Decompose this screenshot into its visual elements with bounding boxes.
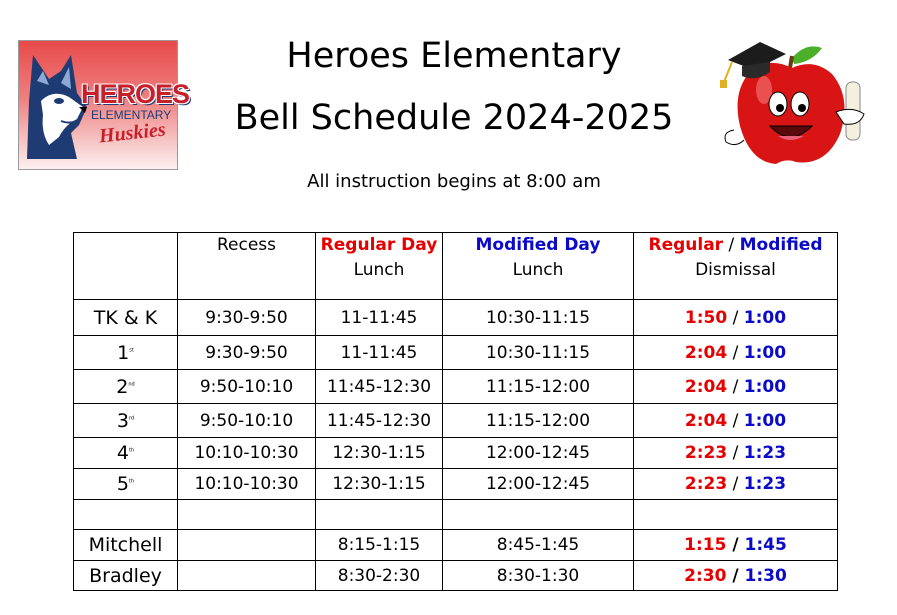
dismissal-cell bbox=[634, 438, 838, 469]
regular-lunch-cell: 11-11:45 bbox=[316, 336, 443, 370]
modified-lunch-cell bbox=[443, 500, 634, 530]
dismissal-regular-time: 1:50 bbox=[684, 307, 728, 328]
table-row bbox=[74, 530, 838, 561]
regular-lunch-cell: 8:15-1:15 bbox=[316, 530, 443, 561]
grade-ordinal: th bbox=[128, 478, 135, 485]
regular-lunch-cell: 11:45-12:30 bbox=[316, 370, 443, 404]
modified-lunch-cell: 8:45-1:45 bbox=[443, 530, 634, 561]
header-dismissal-modified: Modified bbox=[739, 235, 823, 255]
modified-lunch-cell: 11:15-12:00 bbox=[443, 404, 634, 438]
dismissal-modified-time: 1:23 bbox=[743, 474, 787, 494]
header-grade bbox=[74, 233, 178, 300]
logo-huskies-text: Huskies bbox=[97, 118, 167, 148]
grade-ordinal: st bbox=[129, 347, 134, 354]
header-regular-lunch bbox=[316, 233, 443, 300]
dismissal-cell bbox=[634, 469, 838, 500]
modified-lunch-cell: 11:15-12:00 bbox=[443, 370, 634, 404]
dismissal-regular-time: 2:04 bbox=[684, 410, 728, 431]
regular-lunch-cell: 11:45-12:30 bbox=[316, 404, 443, 438]
logo-heroes-text: HEROES bbox=[81, 79, 190, 109]
dismissal-modified-time: 1:45 bbox=[744, 535, 787, 555]
table-row bbox=[74, 500, 838, 530]
dismissal-modified-time: 1:30 bbox=[744, 565, 787, 586]
table-row bbox=[74, 404, 838, 438]
table-header-row bbox=[74, 233, 838, 300]
grade-cell bbox=[74, 438, 178, 469]
header-dismissal-label: Dismissal bbox=[695, 260, 776, 280]
table-row bbox=[74, 300, 838, 336]
recess-cell: 9:50-10:10 bbox=[178, 404, 316, 438]
header-lunch-label: Lunch bbox=[353, 260, 405, 280]
grade-cell bbox=[74, 561, 178, 591]
grade-label: 3 bbox=[116, 409, 129, 432]
recess-cell: 9:30-9:50 bbox=[178, 300, 316, 336]
table-row bbox=[74, 438, 838, 469]
grade-cell bbox=[74, 336, 178, 370]
dismissal-regular-time: 2:23 bbox=[684, 443, 728, 463]
header-dismissal bbox=[634, 233, 838, 300]
grade-cell bbox=[74, 404, 178, 438]
recess-cell bbox=[178, 500, 316, 530]
dismissal-cell bbox=[634, 530, 838, 561]
grade-label: Bradley bbox=[89, 564, 162, 587]
regular-lunch-cell: 8:30-2:30 bbox=[316, 561, 443, 591]
dismissal-separator: / bbox=[727, 474, 744, 494]
dismissal-regular-time: 2:30 bbox=[684, 565, 727, 586]
regular-lunch-cell: 12:30-1:15 bbox=[316, 438, 443, 469]
header-lunch-label: Lunch bbox=[512, 260, 564, 280]
apple-graduate-icon bbox=[714, 38, 880, 168]
grade-ordinal: th bbox=[128, 447, 135, 454]
grade-label: 5 bbox=[116, 473, 129, 495]
grade-cell bbox=[74, 300, 178, 336]
header-modified-lunch bbox=[443, 233, 634, 300]
page-subtitle-schedule: Bell Schedule 2024-2025 bbox=[234, 98, 674, 138]
grade-ordinal: rd bbox=[128, 415, 135, 422]
dismissal-separator: / bbox=[727, 307, 744, 328]
dismissal-modified-time: 1:00 bbox=[743, 342, 787, 363]
grade-cell bbox=[74, 469, 178, 500]
recess-cell bbox=[178, 530, 316, 561]
dismissal-cell bbox=[634, 561, 838, 591]
recess-cell: 10:10-10:30 bbox=[178, 438, 316, 469]
modified-lunch-cell: 10:30-11:15 bbox=[443, 336, 634, 370]
dismissal-modified-time: 1:00 bbox=[743, 376, 787, 397]
logo-elementary-text: ELEMENTARY bbox=[91, 108, 172, 122]
dismissal-modified-time: 1:00 bbox=[743, 410, 787, 431]
dismissal-regular-time: 2:04 bbox=[684, 376, 728, 397]
header-regular-day-label: Regular Day bbox=[320, 235, 438, 255]
dismissal-separator: / bbox=[727, 443, 744, 463]
modified-lunch-cell: 12:00-12:45 bbox=[443, 438, 634, 469]
regular-lunch-cell: 11-11:45 bbox=[316, 300, 443, 336]
grade-label: 2 bbox=[116, 375, 129, 398]
dismissal-cell bbox=[634, 404, 838, 438]
grade-cell bbox=[74, 530, 178, 561]
bell-schedule-table bbox=[73, 232, 838, 591]
instruction-note: All instruction begins at 8:00 am bbox=[307, 171, 601, 192]
header-dismissal-regular: Regular bbox=[648, 235, 724, 255]
dismissal-cell bbox=[634, 336, 838, 370]
grade-ordinal: nd bbox=[128, 381, 135, 388]
dismissal-regular-time: 2:04 bbox=[684, 342, 728, 363]
dismissal-separator: / bbox=[726, 535, 745, 555]
grade-label: TK & K bbox=[93, 306, 158, 329]
grade-label: Mitchell bbox=[88, 534, 163, 556]
dismissal-separator: / bbox=[727, 410, 744, 431]
dismissal-regular-time: 2:23 bbox=[684, 474, 728, 494]
table-row bbox=[74, 469, 838, 500]
table-row bbox=[74, 370, 838, 404]
dismissal-cell bbox=[634, 300, 838, 336]
header-recess bbox=[178, 233, 316, 300]
dismissal-separator: / bbox=[727, 376, 744, 397]
dismissal-separator: / bbox=[726, 565, 745, 586]
dismissal-cell bbox=[634, 500, 838, 530]
modified-lunch-cell: 12:00-12:45 bbox=[443, 469, 634, 500]
grade-cell bbox=[74, 370, 178, 404]
regular-lunch-cell: 12:30-1:15 bbox=[316, 469, 443, 500]
dismissal-modified-time: 1:00 bbox=[743, 307, 787, 328]
dismissal-regular-time: 1:15 bbox=[684, 535, 727, 555]
dismissal-cell bbox=[634, 370, 838, 404]
recess-cell: 10:10-10:30 bbox=[178, 469, 316, 500]
table-row bbox=[74, 561, 838, 591]
recess-cell: 9:50-10:10 bbox=[178, 370, 316, 404]
modified-lunch-cell: 8:30-1:30 bbox=[443, 561, 634, 591]
header-modified-day-label: Modified Day bbox=[475, 235, 601, 255]
grade-cell bbox=[74, 500, 178, 530]
header-dismissal-separator: / bbox=[723, 235, 740, 255]
dismissal-separator: / bbox=[727, 342, 744, 363]
recess-cell: 9:30-9:50 bbox=[178, 336, 316, 370]
school-logo bbox=[18, 40, 190, 170]
header-recess-label: Recess bbox=[216, 235, 277, 255]
dismissal-modified-time: 1:23 bbox=[743, 443, 787, 463]
grade-label: 1 bbox=[117, 341, 130, 364]
regular-lunch-cell bbox=[316, 500, 443, 530]
modified-lunch-cell: 10:30-11:15 bbox=[443, 300, 634, 336]
page-title: Heroes Elementary bbox=[286, 36, 622, 76]
recess-cell bbox=[178, 561, 316, 591]
grade-label: 4 bbox=[116, 442, 129, 464]
table-row bbox=[74, 336, 838, 370]
